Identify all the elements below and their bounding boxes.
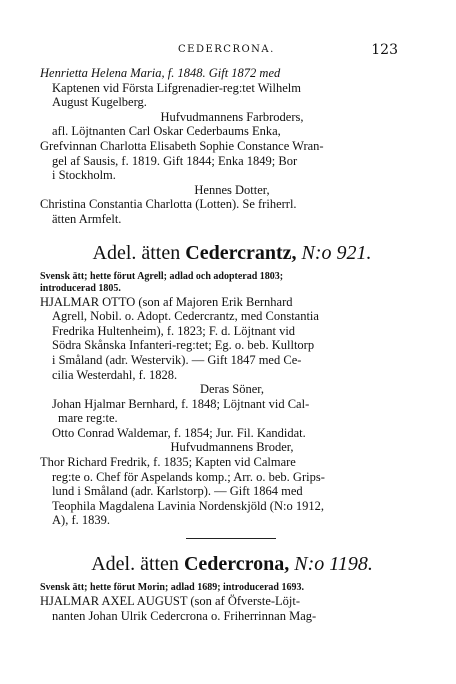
text-line: Fredrika Hultenheim), f. 1823; F. d. Löjtnant vid xyxy=(52,323,296,338)
text-line: Christina Constantia Charlotta (Lotten). Se friherrl. xyxy=(40,197,297,212)
text-line: Hufvudmannens Broder, xyxy=(170,440,294,455)
section-divider xyxy=(40,528,424,548)
text-line: August Kugelberg. xyxy=(52,95,147,110)
family-number: N:o 921. xyxy=(301,241,372,264)
family-entries xyxy=(40,594,424,623)
text-line: i Stockholm. xyxy=(52,168,116,183)
text-line: Teophila Magdalena Lavinia Nordenskjöld (N:o 1912, xyxy=(52,498,324,513)
family-name: Cedercrona, xyxy=(183,553,290,576)
text-line: HJALMAR OTTO (son af Majoren Erik Bernhard xyxy=(40,294,293,309)
text-line: HJALMAR AXEL AUGUST (son af Öfverste-Löjt- xyxy=(40,594,301,609)
note-line: Svensk ätt; hette förut Agrell; adlad och adopterad 1803; xyxy=(40,270,284,282)
note-line: introducerad 1805. xyxy=(40,282,121,294)
note-line: Svensk ätt; hette förut Morin; adlad 1689; introducerad 1693. xyxy=(40,582,304,594)
text-line: i Småland (adr. Westervik). — Gift 1847 med Ce- xyxy=(52,352,302,367)
page-number: 123 xyxy=(371,42,398,58)
text-line: Hufvudmannens Farbroders, xyxy=(160,109,304,124)
text-line: A), f. 1839. xyxy=(52,513,110,528)
family-number: N:o 1198. xyxy=(294,553,373,576)
page-content xyxy=(40,66,424,623)
family-note xyxy=(40,271,424,295)
text-line: Johan Hjalmar Bernhard, f. 1848; Löjtnant vid Cal- xyxy=(52,396,310,411)
text-line: reg:te o. Chef för Aspelands komp.; Arr. o. beb. Grips- xyxy=(52,469,325,484)
text-line: Deras Söner, xyxy=(199,382,265,397)
heading-prefix: Adel. ätten xyxy=(92,241,181,264)
text-line: Södra Skånska Infanteri-reg:tet; Eg. o. beb. Kulltorp xyxy=(52,338,315,353)
text-line: Thor Richard Fredrik, f. 1835; Kapten vid Calmare xyxy=(40,455,296,470)
text-line: gel af Sausis, f. 1819. Gift 1844; Enka 1849; Bor xyxy=(52,153,298,168)
text-line: Grefvinnan Charlotta Elisabeth Sophie Constance Wran- xyxy=(40,138,324,153)
text-line: afl. Löjtnanten Carl Oskar Cederbaums Enka, xyxy=(52,124,281,139)
heading-prefix: Adel. ätten xyxy=(91,553,179,576)
page-header xyxy=(0,42,456,58)
text-line: Hennes Dotter, xyxy=(194,182,270,197)
text-line: ätten Armfelt. xyxy=(52,211,122,226)
family-entries xyxy=(40,295,424,529)
text-line: Kaptenen vid Första Lifgrenadier-reg:tet Wilhelm xyxy=(52,80,301,95)
text-line: mare reg:te. xyxy=(58,411,118,426)
text-line: Agrell, Nobil. o. Adopt. Cedercrantz, med Constantia xyxy=(52,309,319,324)
family-note xyxy=(40,582,424,594)
text-line: cilia Westerdahl, f. 1828. xyxy=(52,367,178,382)
text-line: Otto Conrad Waldemar, f. 1854; Jur. Fil. Kandidat. xyxy=(52,425,306,440)
section-heading-cedercrantz xyxy=(40,241,424,265)
family-name: Cedercrantz, xyxy=(185,241,297,264)
family-continuation-block xyxy=(40,66,424,227)
section-heading-cedercrona xyxy=(40,552,424,576)
text-line: lund i Småland (adr. Karlstorp). — Gift 1864 med xyxy=(52,484,303,499)
text-line: Henrietta Helena Maria, f. 1848. Gift 1872 med xyxy=(40,66,281,80)
running-head: CEDERCRONA. xyxy=(178,44,275,55)
text-line: nanten Johan Ulrik Cedercrona o. Friherrinnan Mag- xyxy=(52,608,317,623)
